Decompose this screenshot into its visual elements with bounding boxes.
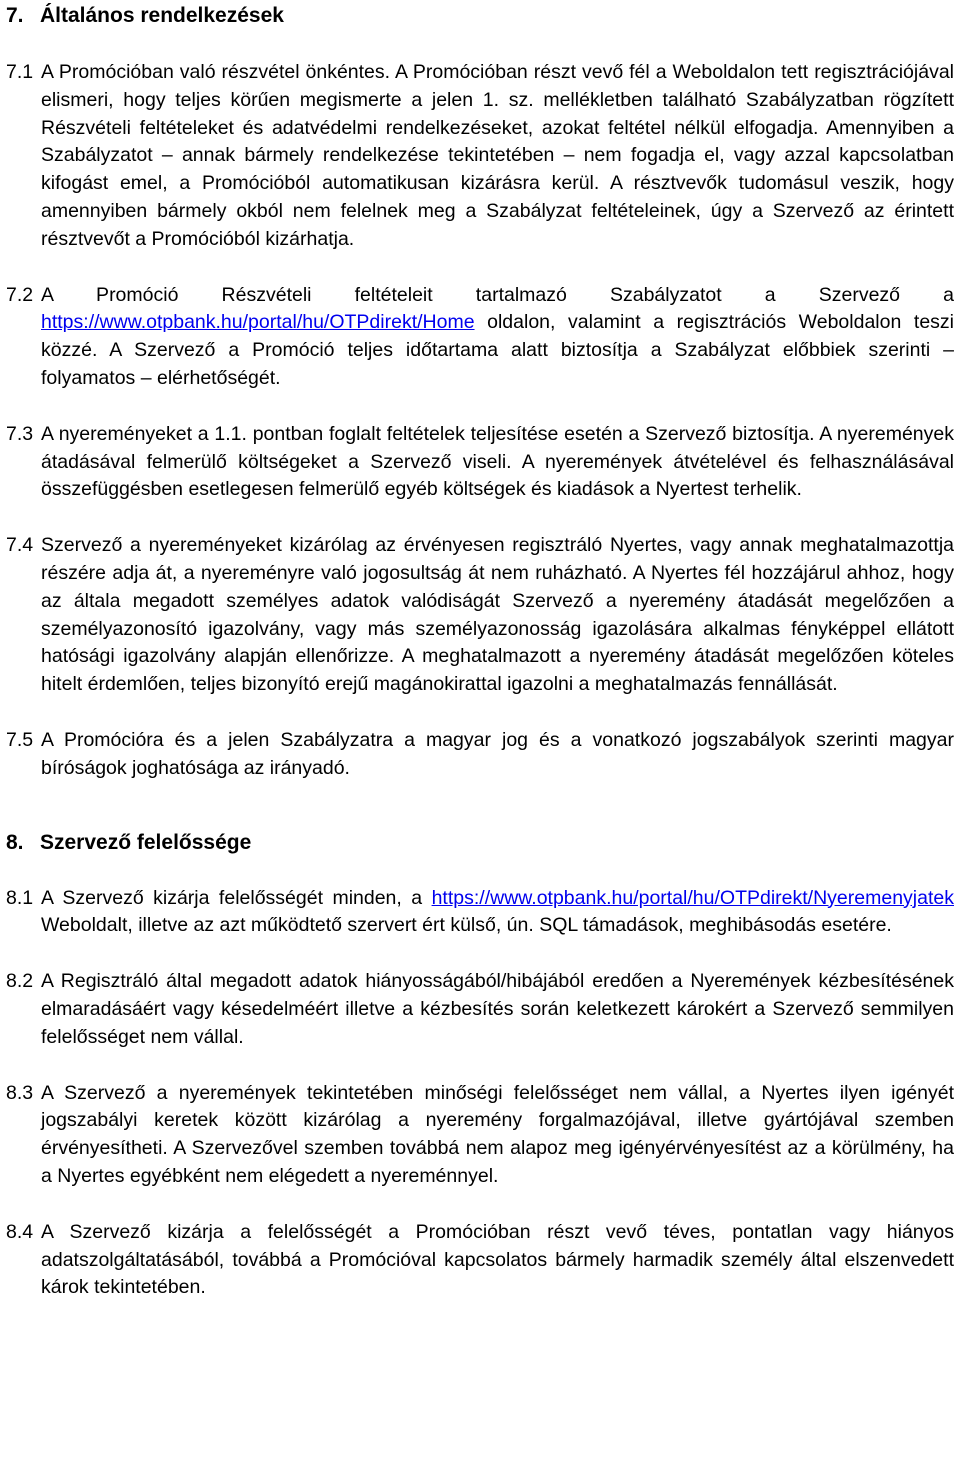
otpdirekt-nyeremenyjatek-link[interactable]: https://www.otpbank.hu/portal/hu/OTPdirekt/Nyeremenyjatek: [431, 886, 954, 909]
clause-text-before: A Szervező kizárja felelősségét minden, a: [41, 886, 432, 909]
clause-text-after: Weboldalt, illetve az azt működtető szervert ért külső, ún. SQL támadások, meghibásodás esetére.: [41, 914, 892, 937]
section-number: 7.: [6, 4, 24, 27]
clause-text: A Promócióra és a jelen Szabályzatra a magyar jog és a vonatkozó jogszabályok szerinti magyar bíróságok joghatósága az irányadó.: [41, 728, 954, 779]
otpdirekt-home-link[interactable]: https://www.otpbank.hu/portal/hu/OTPdirekt/Home: [41, 311, 475, 334]
clause-text-after: oldalon, valamint a regisztrációs Weboldalon teszi közzé. A Szervező a Promóció teljes időtartama alatt biztosítja a Szabályzat előbbiek szerinti – folyamatos – elérhetőségét.: [41, 311, 954, 389]
section-7-heading: [6, 0, 954, 30]
section-number: 8.: [6, 830, 24, 854]
clause-text-before: A Promóció Részvételi feltételeit tartalmazó Szabályzatot a Szervező a: [41, 283, 954, 306]
clause-number: 7.3: [6, 422, 34, 445]
clause-7-3: [6, 421, 954, 504]
clause-8-2: [6, 968, 954, 1051]
clause-number: 8.3: [6, 1081, 34, 1104]
clause-number: 8.2: [6, 970, 34, 993]
clause-text: A Szervező kizárja a felelősségét a Promócióban részt vevő téves, pontatlan vagy hiányos adatszolgáltatásából, továbbá a Promócióval kapcsolatos bármely harmadik személy által elszenvedett károk tekintetében.: [41, 1220, 954, 1299]
clause-text: Szervező a nyereményeket kizárólag az érvényesen regisztráló Nyertes, vagy annak meghatalmazottja részére adja át, a nyereményre való jogosultság át nem ruházható. A Nyertes fél hozzájárul ahhoz, hogy az általa megadott személyes adatok valódiságát Szervező a nyeremény átadását megelőzően a személyazonosító igazolvány, vagy más személyazonosság igazolására alkalmas fényképpel ellátott hatósági igazolvány alapján ellenőrizze. A meghatalmazott a nyeremény átadását megelőzően köteles hitelt érdemlően, teljes bizonyító erejű magánokirattal igazolni a meghatalmazás fennállását.: [41, 534, 954, 696]
clause-number: 7.4: [6, 534, 34, 557]
clause-number: 7.5: [6, 728, 34, 751]
clause-text: [41, 282, 954, 393]
clause-7-5: [6, 727, 954, 783]
clause-8-4: [6, 1219, 954, 1302]
clause-7-4: [6, 532, 954, 699]
clause-text: A Promócióban való részvétel önkéntes. A Promócióban részt vevő fél a Weboldalon tett regisztrációjával elismeri, hogy teljes körűen megismerte a jelen 1. sz. mellékletben található Szabályzatban rögzített Részvételi feltételeket és adatvédelmi rendelkezéseket, azokat feltétel nélkül elfogadja. Amennyiben a Szabályzatot – annak bármely rendelkezése tekintetében – nem fogadja el, vagy azzal kapcsolatban kifogást emel, a Promócióból automatikusan kizárásra kerül. A résztvevők tudomásul veszik, hogy amennyiben bármely okból nem felelnek meg a Szabályzat feltételeinek, úgy a Szervező az érintett résztvevőt a Promócióból kizárhatja.: [41, 61, 954, 250]
section-title: Általános rendelkezések: [40, 4, 284, 27]
clause-7-1: [6, 59, 954, 254]
clause-7-2: [6, 282, 954, 393]
clause-text: [41, 885, 954, 941]
section-title: Szervező felelőssége: [40, 830, 252, 854]
clause-number: 7.2: [6, 283, 34, 306]
clause-text: A Regisztráló által megadott adatok hiányosságából/hibájából eredően a Nyeremények kézbesítésének elmaradásáért vagy késedelméért illetve a kézbesítés során keletkezett károkért a Szervező semmilyen felelősséget nem vállal.: [41, 970, 954, 1048]
clause-8-3: [6, 1080, 954, 1191]
clause-text: A nyereményeket a 1.1. pontban foglalt feltételek teljesítése esetén a Szervező biztosítja. A nyeremények átadásával felmerülő költségeket a Szervező viseli. A nyeremények átvételével és felhasználásával összefüggésben esetlegesen felmerülő egyéb költségek és kiadások a Nyertest terhelik.: [41, 422, 954, 501]
clause-number: 7.1: [6, 61, 34, 83]
clause-8-1: [6, 885, 954, 941]
section-8-heading: [6, 829, 954, 857]
clause-number: 8.1: [6, 886, 34, 909]
clause-text: A Szervező a nyeremények tekintetében minőségi felelősséget nem vállal, a Nyertes ilyen igényét jogszabályi keretek között kizárólag a nyeremény forgalmazójával, illetve gyártójával szemben érvényesítheti. A Szervezővel szemben továbbá nem alapoz meg igényérvényesítést az a körülmény, ha a Nyertes egyébként nem elégedett a nyereménnyel.: [41, 1081, 954, 1187]
clause-number: 8.4: [6, 1220, 34, 1243]
